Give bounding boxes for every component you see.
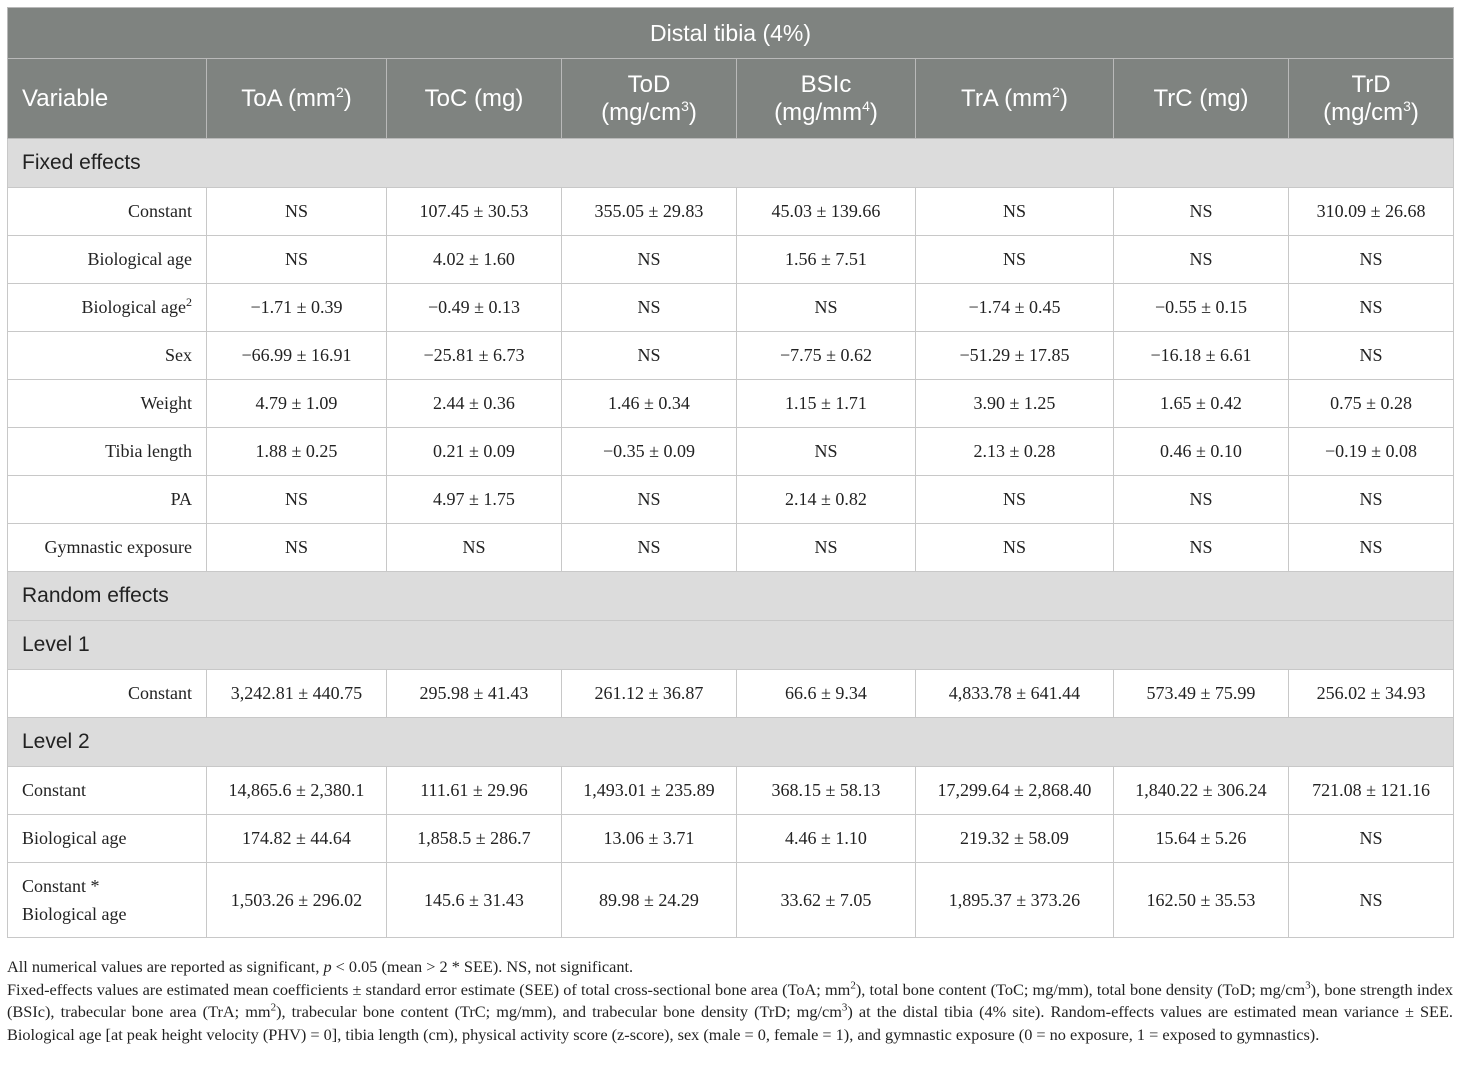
cell-value: 1.15 ± 1.71 [737, 380, 916, 428]
cell-value: 721.08 ± 121.16 [1289, 767, 1454, 815]
cell-value: 2.14 ± 0.82 [737, 476, 916, 524]
cell-value: −0.35 ± 0.09 [562, 428, 737, 476]
cell-value: 573.49 ± 75.99 [1114, 670, 1289, 718]
cell-value: 310.09 ± 26.68 [1289, 188, 1454, 236]
cell-value: 1.56 ± 7.51 [737, 236, 916, 284]
section-fixed-effects [8, 139, 1454, 188]
table-row [8, 815, 1454, 863]
results-table [7, 7, 1454, 938]
section-label: Fixed effects [8, 139, 1454, 188]
cell-value: −51.29 ± 17.85 [916, 332, 1114, 380]
cell-value: NS [737, 428, 916, 476]
cell-value: NS [562, 236, 737, 284]
row-label: Constant * Biological age [8, 863, 207, 938]
cell-value: 14,865.6 ± 2,380.1 [207, 767, 387, 815]
cell-value: NS [207, 236, 387, 284]
cell-value: 261.12 ± 36.87 [562, 670, 737, 718]
cell-value: 15.64 ± 5.26 [1114, 815, 1289, 863]
header-variable: Variable [8, 59, 207, 139]
cell-value: −0.19 ± 0.08 [1289, 428, 1454, 476]
cell-value: 1,840.22 ± 306.24 [1114, 767, 1289, 815]
row-label: Constant [8, 188, 207, 236]
table-title: Distal tibia (4%) [8, 8, 1454, 59]
cell-value: 174.82 ± 44.64 [207, 815, 387, 863]
row-label: Constant [8, 767, 207, 815]
cell-value: NS [1289, 524, 1454, 572]
footnote-definitions: Fixed-effects values are estimated mean coefficients ± standard error estimate (SEE) of total cross-sectional bone area (ToA; $mm^2$), total bone content (ToC; mg/mm), total bone density (ToD; $mg/cm^3$), bone strength index (BSIc), trabecular bone area (TrA; $mm^2$), trabecular bone content (TrC; mg/mm), and trabecular bone density (TrD; $mg/cm^3$) at the distal tibia (4% site). Random-effects values are estimated mean variance ± SEE. Biological age [at peak height velocity (PHV) = 0], tibia length (cm), physical activity score (z-score), sex (male = 0, female = 1), and gymnastic exposure (0 = no exposure, 1 = exposed to gymnastics). [7, 979, 1454, 1044]
table-row [8, 670, 1454, 718]
cell-value: 145.6 ± 31.43 [387, 863, 562, 938]
row-label: Gymnastic exposure [8, 524, 207, 572]
row-label: Biological age$^2$ [8, 284, 207, 332]
cell-value: −25.81 ± 6.73 [387, 332, 562, 380]
row-label: Weight [8, 380, 207, 428]
cell-value: 17,299.64 ± 2,868.40 [916, 767, 1114, 815]
cell-value: NS [207, 188, 387, 236]
cell-value: 1.65 ± 0.42 [1114, 380, 1289, 428]
header-trd: TrD $(mg/cm^3)$ [1289, 59, 1454, 139]
table-body [8, 8, 1454, 938]
cell-value: 295.98 ± 41.43 [387, 670, 562, 718]
table-row [8, 767, 1454, 815]
cell-value: NS [562, 332, 737, 380]
cell-value: 89.98 ± 24.29 [562, 863, 737, 938]
header-row [8, 59, 1454, 139]
cell-value: 45.03 ± 139.66 [737, 188, 916, 236]
cell-value: 1,493.01 ± 235.89 [562, 767, 737, 815]
cell-value: NS [916, 476, 1114, 524]
cell-value: NS [1114, 188, 1289, 236]
row-label: Sex [8, 332, 207, 380]
cell-value: 3,242.81 ± 440.75 [207, 670, 387, 718]
cell-value: −0.55 ± 0.15 [1114, 284, 1289, 332]
table-footnotes [7, 956, 1453, 1046]
cell-value: 4.46 ± 1.10 [737, 815, 916, 863]
cell-value: 1,895.37 ± 373.26 [916, 863, 1114, 938]
cell-value: 4.97 ± 1.75 [387, 476, 562, 524]
header-tra: TrA $(mm^2)$ [916, 59, 1114, 139]
table-row [8, 380, 1454, 428]
cell-value: NS [916, 524, 1114, 572]
cell-value: NS [1114, 476, 1289, 524]
cell-value: −1.71 ± 0.39 [207, 284, 387, 332]
row-label: Tibia length [8, 428, 207, 476]
table-row [8, 236, 1454, 284]
cell-value: −66.99 ± 16.91 [207, 332, 387, 380]
cell-value: 66.6 ± 9.34 [737, 670, 916, 718]
cell-value: NS [737, 284, 916, 332]
cell-value: 4.02 ± 1.60 [387, 236, 562, 284]
header-toa: ToA $(mm^2)$ [207, 59, 387, 139]
cell-value: 1.88 ± 0.25 [207, 428, 387, 476]
header-toc: ToC (mg) [387, 59, 562, 139]
cell-value: NS [562, 284, 737, 332]
cell-value: 256.02 ± 34.93 [1289, 670, 1454, 718]
section-label: Random effects [8, 572, 1454, 621]
cell-value: NS [387, 524, 562, 572]
row-label: PA [8, 476, 207, 524]
cell-value: 33.62 ± 7.05 [737, 863, 916, 938]
cell-value: 0.21 ± 0.09 [387, 428, 562, 476]
cell-value: 3.90 ± 1.25 [916, 380, 1114, 428]
cell-value: −7.75 ± 0.62 [737, 332, 916, 380]
row-label: Constant [8, 670, 207, 718]
cell-value: 355.05 ± 29.83 [562, 188, 737, 236]
footnote-significance: All numerical values are reported as significant, p < 0.05 (mean > 2 * SEE). NS, not significant. [7, 957, 634, 976]
cell-value: 107.45 ± 30.53 [387, 188, 562, 236]
cell-value: 0.75 ± 0.28 [1289, 380, 1454, 428]
table-row [8, 524, 1454, 572]
header-bsic: BSIc $(mg/mm^4)$ [737, 59, 916, 139]
cell-value: NS [562, 476, 737, 524]
table-row-interaction [8, 863, 1454, 938]
cell-value: 4.79 ± 1.09 [207, 380, 387, 428]
cell-value: NS [1289, 236, 1454, 284]
section-level-1 [8, 621, 1454, 670]
cell-value: 1,503.26 ± 296.02 [207, 863, 387, 938]
cell-value: 162.50 ± 35.53 [1114, 863, 1289, 938]
cell-value: NS [562, 524, 737, 572]
cell-value: NS [207, 524, 387, 572]
section-label: Level 1 [8, 621, 1454, 670]
cell-value: NS [1114, 524, 1289, 572]
table-title-row [8, 8, 1454, 59]
cell-value: 1,858.5 ± 286.7 [387, 815, 562, 863]
cell-value: NS [916, 188, 1114, 236]
row-label: Biological age [8, 815, 207, 863]
table-row [8, 188, 1454, 236]
section-level-2 [8, 718, 1454, 767]
row-label: Biological age [8, 236, 207, 284]
cell-value: NS [207, 476, 387, 524]
cell-value: 2.44 ± 0.36 [387, 380, 562, 428]
cell-value: NS [916, 236, 1114, 284]
table-row [8, 332, 1454, 380]
cell-value: NS [1289, 332, 1454, 380]
table-row [8, 428, 1454, 476]
cell-value: 4,833.78 ± 641.44 [916, 670, 1114, 718]
table-row [8, 476, 1454, 524]
cell-value: −0.49 ± 0.13 [387, 284, 562, 332]
cell-value: NS [1114, 236, 1289, 284]
cell-value: 0.46 ± 0.10 [1114, 428, 1289, 476]
cell-value: NS [1289, 284, 1454, 332]
cell-value: 13.06 ± 3.71 [562, 815, 737, 863]
section-label: Level 2 [8, 718, 1454, 767]
cell-value: NS [1289, 815, 1454, 863]
cell-value: 111.61 ± 29.96 [387, 767, 562, 815]
cell-value: 219.32 ± 58.09 [916, 815, 1114, 863]
section-random-effects [8, 572, 1454, 621]
header-tod: ToD $(mg/cm^3)$ [562, 59, 737, 139]
results-table-container [7, 7, 1453, 938]
cell-value: −1.74 ± 0.45 [916, 284, 1114, 332]
cell-value: 1.46 ± 0.34 [562, 380, 737, 428]
cell-value: NS [1289, 476, 1454, 524]
cell-value: 2.13 ± 0.28 [916, 428, 1114, 476]
header-trc: TrC (mg) [1114, 59, 1289, 139]
cell-value: −16.18 ± 6.61 [1114, 332, 1289, 380]
cell-value: 368.15 ± 58.13 [737, 767, 916, 815]
table-row [8, 284, 1454, 332]
cell-value: NS [1289, 863, 1454, 938]
cell-value: NS [737, 524, 916, 572]
